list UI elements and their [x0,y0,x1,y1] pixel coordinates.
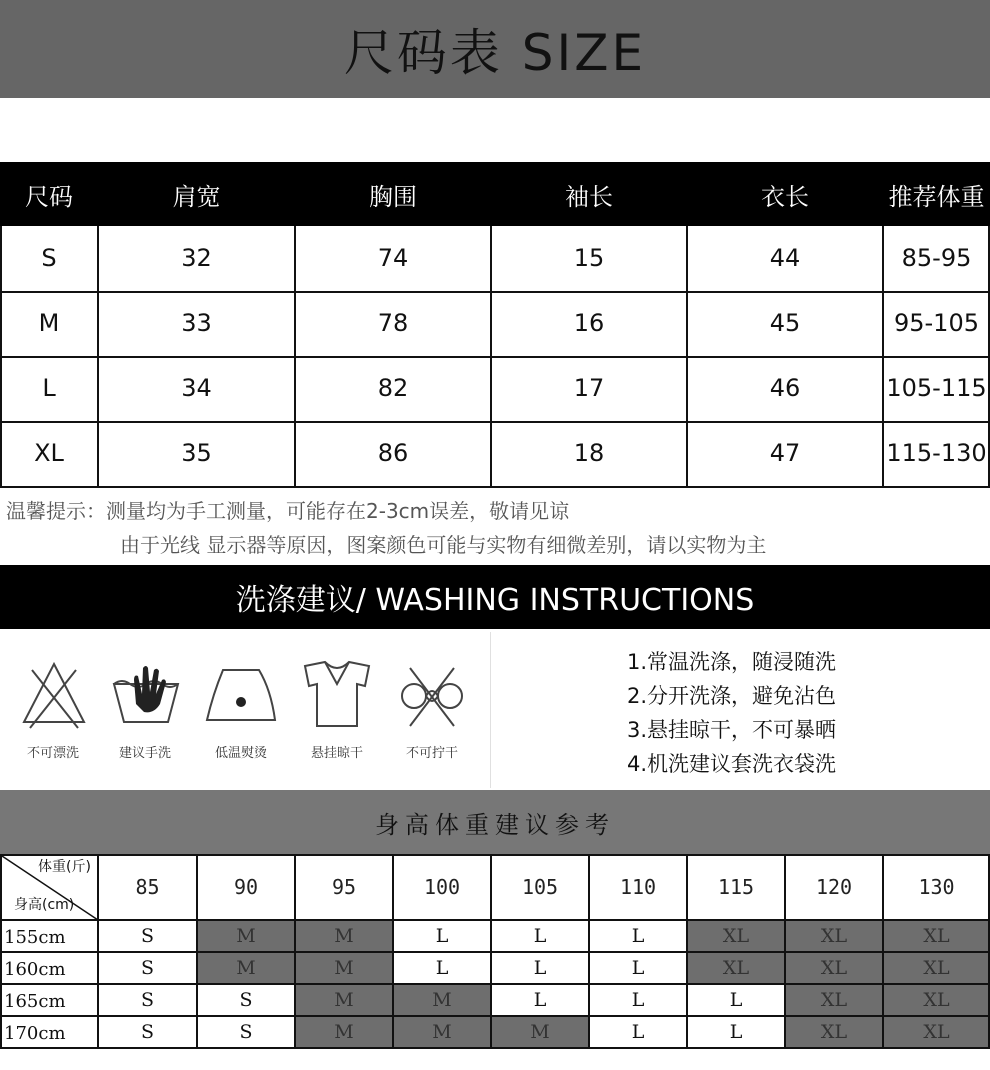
corner-height-label: 身高(cm) [14,897,75,913]
size-table-header [0,162,990,226]
table-cell: 33 [181,308,212,337]
grid-line [784,854,786,1049]
tip-line-1: 温馨提示：测量均为手工测量，可能存在2-3cm误差，敬请见谅 [6,499,570,523]
grid-line [196,854,198,1049]
table-cell: L [42,373,56,402]
table-cell: 34 [181,373,212,402]
size-cell: L [631,957,645,979]
size-cell: XL [883,984,990,1016]
size-cell: L [435,925,449,947]
recommend-title: 身高体重建议参考 [0,790,990,854]
weight-header: 130 [918,875,955,899]
col-shoulder: 肩宽 [172,182,221,211]
weight-header: 90 [233,875,259,899]
size-cell: XL [883,920,990,952]
size-cell: S [239,989,253,1011]
height-label: 155cm [4,926,66,948]
col-size: 尺码 [25,182,73,211]
table-row [0,421,990,488]
size-cell: S [239,1021,253,1043]
divider [490,632,491,788]
grid-line [0,854,2,1049]
table-cell: 105-115 [886,373,987,402]
size-cell: M [295,920,393,952]
recommend-table [0,854,990,1050]
size-cell: M [197,952,295,984]
size-cell: L [533,957,547,979]
size-cell: L [729,1021,743,1043]
col-sleeve: 袖长 [565,182,613,211]
size-cell: XL [785,952,883,984]
size-cell: L [631,1021,645,1043]
grid-line [0,983,990,985]
size-cell: S [140,989,155,1011]
size-cell: S [140,925,155,947]
size-cell: M [295,952,393,984]
height-label: 160cm [4,958,66,980]
icon-label: 悬挂晾干 [310,746,363,761]
hand-wash-icon [110,660,182,732]
size-cell: XL [785,984,883,1016]
grid-line [294,854,296,1049]
icon-label: 不可漂洗 [26,746,79,761]
table-cell: XL [34,438,64,467]
instruction-item: 1.常温洗涤，随浸随洗 [627,650,837,674]
grid-line [490,854,492,1049]
grid-line [686,226,688,486]
size-cell: S [140,1021,155,1043]
size-cell: L [533,925,547,947]
weight-header: 105 [521,875,559,899]
grid-line [97,226,99,486]
table-cell: 32 [181,243,212,272]
table-cell: S [41,243,57,272]
size-cell: S [140,957,155,979]
grid-line [294,226,296,486]
size-cell: XL [883,1016,990,1048]
grid-line [490,226,492,486]
col-chest: 胸围 [369,182,417,211]
weight-header: 110 [619,875,657,899]
size-cell: XL [883,952,990,984]
page-title: 尺码表 SIZE [343,24,647,82]
size-cell: XL [687,920,785,952]
grid-line [588,854,590,1049]
size-cell: M [295,984,393,1016]
instruction-item: 4.机洗建议套洗衣袋洗 [627,752,837,776]
table-row [0,226,990,293]
table-cell: 82 [377,373,409,402]
table-cell: 46 [769,373,801,402]
height-label: 170cm [4,1022,66,1044]
table-cell: 16 [573,308,605,337]
grid-line [686,854,688,1049]
grid-line [882,854,884,1049]
icon-label: 不可拧干 [405,746,458,761]
instruction-item: 3.悬挂晾干，不可暴晒 [627,718,837,742]
table-row [0,291,990,358]
table-cell: M [38,308,60,337]
table-cell: 86 [377,438,409,467]
grid-line [97,854,99,1049]
tip-line-2: 由于光线 显示器等原因，图案颜色可能与实物有细微差别，请以实物为主 [120,533,767,557]
icon-label: 低温熨烫 [214,746,267,761]
grid-line [0,226,2,486]
table-cell: 18 [573,438,605,467]
size-cell: M [491,1016,589,1048]
table-cell: 115-130 [886,438,987,467]
table-cell: 17 [573,373,605,402]
grid-line [0,1047,990,1049]
size-cell: L [631,989,645,1011]
size-cell: M [197,920,295,952]
table-cell: 95-105 [893,308,979,337]
hang-dry-icon [301,658,373,730]
table-row [0,356,990,423]
grid-line [0,951,990,953]
grid-line [392,854,394,1049]
grid-line [0,1015,990,1017]
weight-header: 115 [717,875,755,899]
col-weight: 推荐体重 [888,182,985,211]
table-cell: 45 [769,308,801,337]
table-cell: 47 [769,438,801,467]
weight-header: 100 [423,875,461,899]
grid-line [0,919,990,921]
size-table-body [0,226,990,486]
size-cell: XL [785,920,883,952]
size-cell: M [393,1016,491,1048]
icon-label: 建议手洗 [118,746,171,761]
weight-header: 95 [331,875,357,899]
table-cell: 44 [769,243,801,272]
weight-header: 85 [135,875,160,899]
no-bleach-icon [18,660,90,732]
size-cell: M [295,1016,393,1048]
weight-header: 120 [815,875,853,899]
col-length: 衣长 [761,182,809,211]
table-cell: 15 [573,243,605,272]
low-iron-icon [205,660,277,732]
table-cell: 78 [377,308,409,337]
washing-banner: 洗涤建议/ WASHING INSTRUCTIONS [0,565,990,629]
size-cell: L [435,957,449,979]
grid-line [0,854,990,856]
size-cell: L [533,989,547,1011]
table-cell: 35 [181,438,212,467]
size-cell: M [393,984,491,1016]
grid-line [882,226,884,486]
no-wring-icon [396,662,468,734]
height-label: 165cm [4,990,66,1012]
table-cell: 74 [377,243,409,272]
size-cell: L [631,925,645,947]
corner-weight-label: 体重(斤) [38,859,91,875]
instruction-item: 2.分开洗涤，避免沾色 [627,684,837,708]
size-cell: XL [687,952,785,984]
table-cell: 85-95 [901,243,972,272]
size-cell: L [729,989,743,1011]
size-cell: XL [785,1016,883,1048]
